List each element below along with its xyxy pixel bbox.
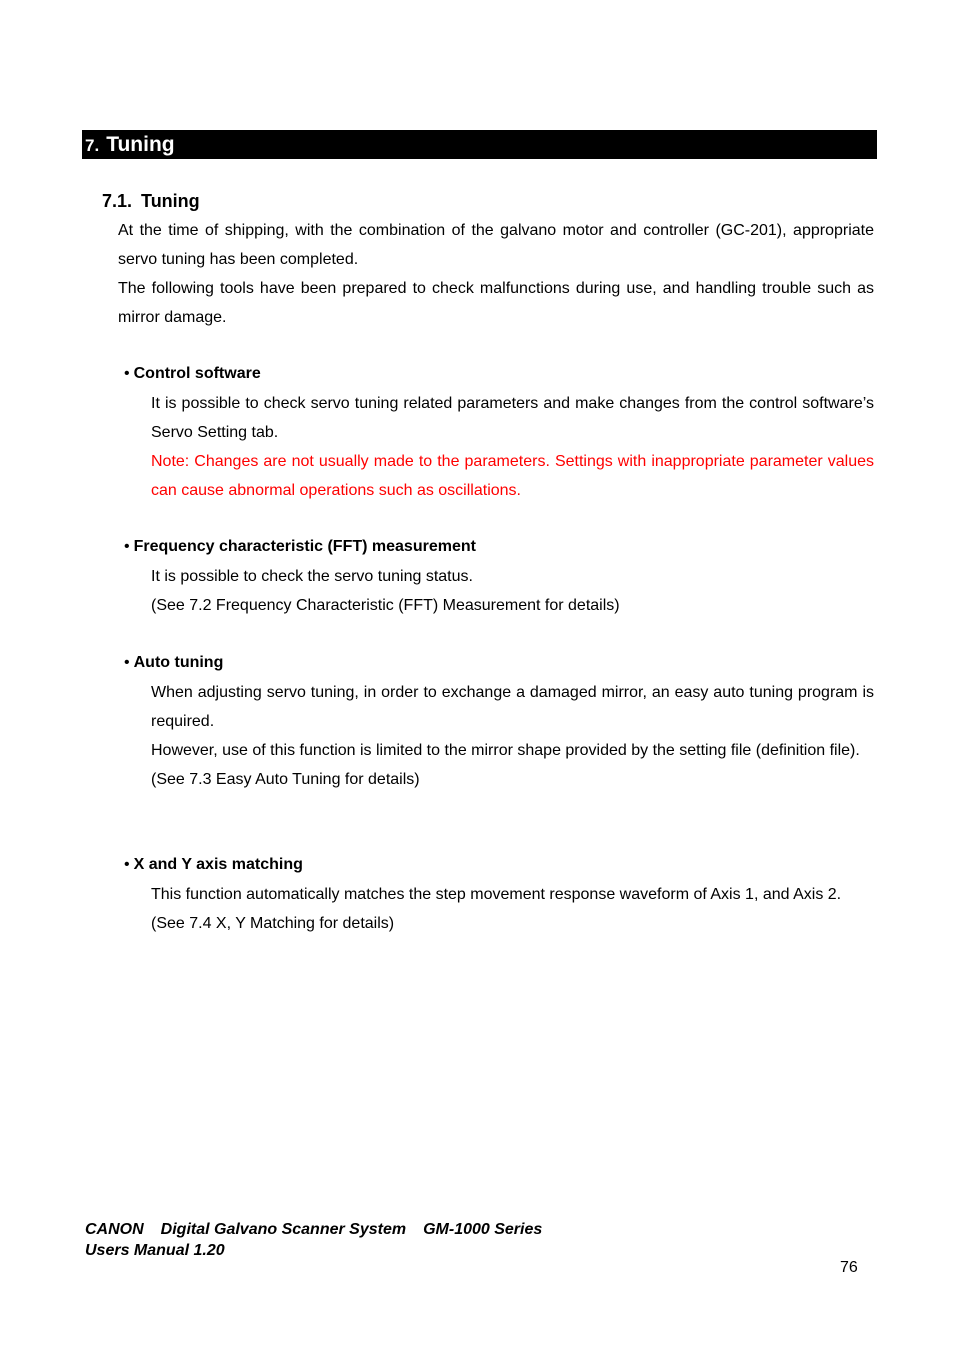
section-title: Tuning [141,191,200,211]
footer-company: CANON [85,1221,144,1238]
bullet-paragraph: This function automatically matches the step movement response waveform of Axis 1, and Axis 2. [151,886,842,903]
page-number: 76 [840,1259,858,1276]
bullet-reference: (See 7.3 Easy Auto Tuning for details) [151,771,420,788]
bullet-title: X and Y axis matching [133,856,303,873]
footer-product-line [85,1219,542,1240]
chapter-title: Tuning [106,132,175,156]
bullet-heading-xy-matching [124,856,303,874]
warning-note: Note: Changes are not usually made to the parameters. Settings with inappropriate parameter values can cause abnormal operations such as oscillations. [151,453,874,499]
bullet-paragraph: When adjusting servo tuning, in order to exchange a damaged mirror, an easy auto tuning program is required. [151,684,874,730]
bullet-paragraph: It is possible to check the servo tuning status. [151,568,473,585]
bullet-paragraph: However, use of this function is limited to the mirror shape provided by the setting file (definition file). [151,742,860,759]
footer-product: Digital Galvano Scanner System [160,1221,407,1238]
bullet-reference: (See 7.2 Frequency Characteristic (FFT) Measurement for details) [151,597,620,614]
chapter-heading-bar [82,130,877,159]
footer-manual-version: Users Manual 1.20 [85,1242,225,1259]
footer-series: GM-1000 Series [423,1221,543,1238]
bullet-body-fft-measurement [151,562,874,620]
bullet-marker: • [124,654,130,671]
bullet-title: Auto tuning [133,654,224,671]
bullet-heading-auto-tuning [124,654,223,672]
bullet-body-control-software [151,389,874,505]
section-number: 7.1. [102,191,133,211]
bullet-title: Control software [133,365,261,382]
section-heading [102,191,200,212]
intro-text [118,216,874,332]
bullet-paragraph: It is possible to check servo tuning related parameters and make changes from the control software’s Servo Setting tab. [151,395,874,441]
bullet-marker: • [124,856,130,873]
bullet-heading-control-software [124,365,261,383]
intro-paragraph-1: At the time of shipping, with the combination of the galvano motor and controller (GC-201), appropriate servo tuning has been completed. [118,222,874,268]
bullet-heading-fft-measurement [124,538,476,556]
bullet-marker: • [124,538,130,555]
intro-paragraph-2: The following tools have been prepared to check malfunctions during use, and handling trouble such as mirror damage. [118,280,874,326]
page-footer [85,1219,542,1261]
bullet-body-auto-tuning [151,678,874,794]
bullet-reference: (See 7.4 X, Y Matching for details) [151,915,395,932]
bullet-title: Frequency characteristic (FFT) measurement [133,538,476,555]
bullet-marker: • [124,365,130,382]
chapter-number: 7. [85,136,100,155]
bullet-body-xy-matching [151,880,874,938]
